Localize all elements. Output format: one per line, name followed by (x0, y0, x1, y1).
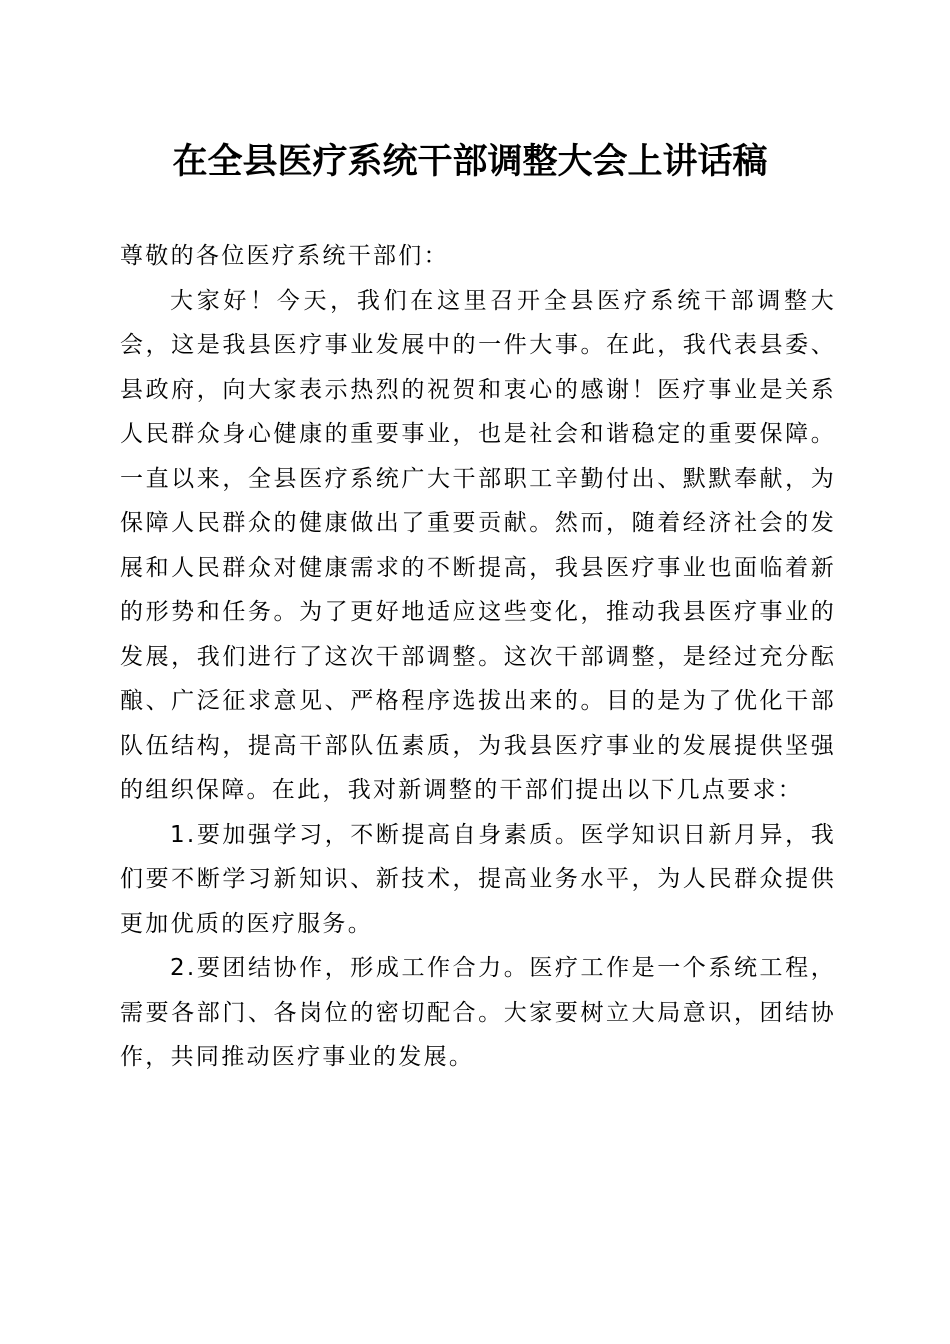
document-title: 在全县医疗系统干部调整大会上讲话稿 (172, 141, 768, 182)
paragraph-intro: 大家好！今天，我们在这里召开全县医疗系统干部调整大会，这是我县医疗事业发展中的一件大事。在此，我代表县委、县政府，向大家表示热烈的祝贺和衷心的感谢！医疗事业是关系人民群众身心健康的重要事业，也是社会和谐稳定的重要保障。一直以来，全县医疗系统广大干部职工辛勤付出、默默奉献，为保障人民群众的健康做出了重要贡献。然而，随着经济社会的发展和人民群众对健康需求的不断提高，我县医疗事业也面临着新的形势和任务。为了更好地适应这些变化，推动我县医疗事业的发展，我们进行了这次干部调整。这次干部调整，是经过充分酝酿、广泛征求意见、严格程序选拔出来的。目的是为了优化干部队伍结构，提高干部队伍素质，为我县医疗事业的发展提供坚强的组织保障。在此，我对新调整的干部们提出以下几点要求： (120, 287, 836, 803)
salutation: 尊敬的各位医疗系统干部们： (120, 243, 449, 269)
paragraph-requirement-2: 2.要团结协作，形成工作合力。医疗工作是一个系统工程，需要各部门、各岗位的密切配合。大家要树立大局意识，团结协作，共同推动医疗事业的发展。 (120, 955, 836, 1070)
document-body (120, 234, 836, 1080)
paragraph-requirement-1: 1.要加强学习，不断提高自身素质。医学知识日新月异，我们要不断学习新知识、新技术，提高业务水平，为人民群众提供更加优质的医疗服务。 (120, 821, 836, 937)
